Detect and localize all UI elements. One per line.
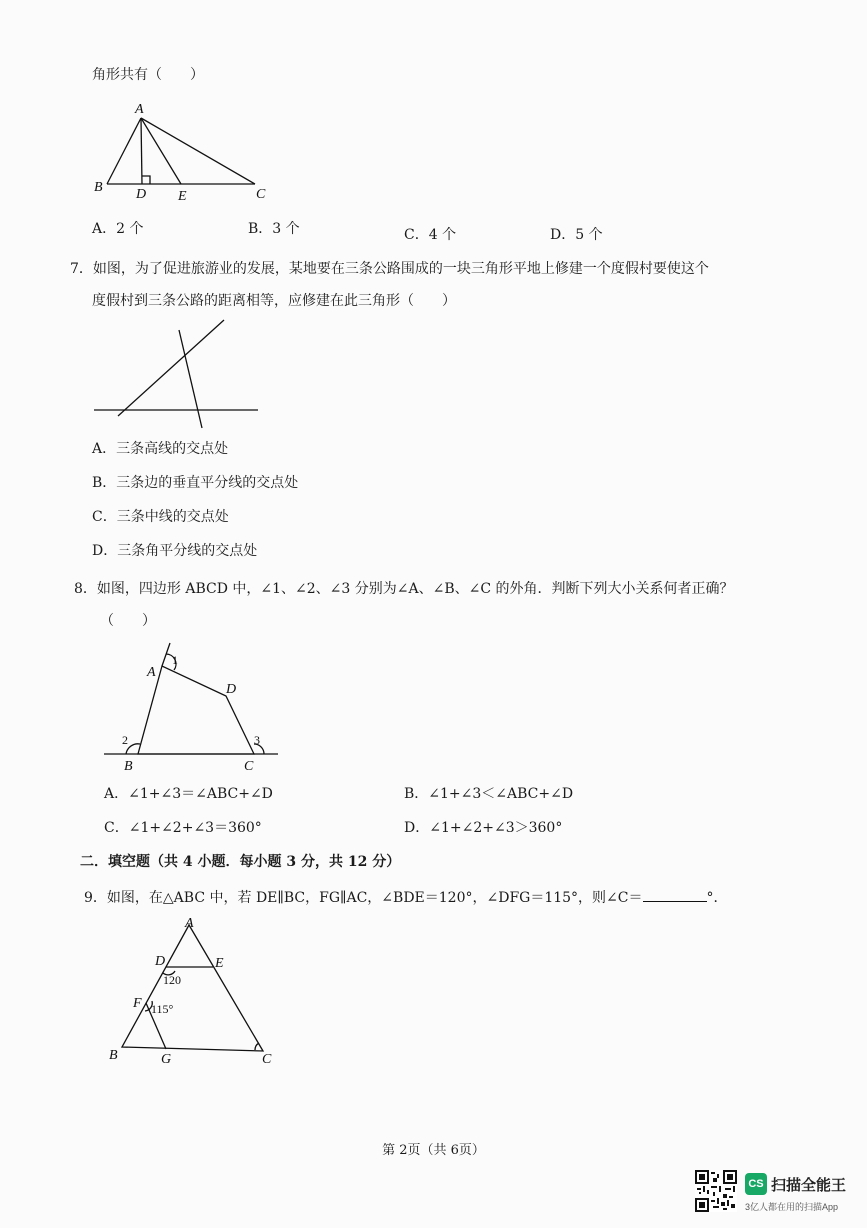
q8-option-b: B．∠1+∠3＜∠ABC+∠D [404, 786, 574, 802]
q9-angle-120: 120 [163, 973, 181, 987]
q9-stem-before: 9．如图，在△ABC 中，若 DE∥BC，FG∥AC，∠BDE＝120°，∠DFG＝115°，则∠C＝ [84, 890, 643, 906]
q8-stem-line1: 8．如图，四边形 ABCD 中，∠1、∠2、∠3 分别为∠A、∠B、∠C 的外角．判断下列大小关系何者正确？ [74, 581, 734, 597]
q7-option-a: A．三条高线的交点处 [92, 441, 229, 457]
q6-label-A: A [135, 102, 144, 117]
q6-triangle-figure [90, 100, 280, 205]
q8-option-d: D．∠1+∠2+∠3＞360° [404, 820, 563, 836]
q9-label-F: F [133, 996, 142, 1011]
q7-stem-line1: 7．如图，为了促进旅游业的发展，某地要在三条公路围成的一块三角形平地上修建一个度假村要使这个 [70, 261, 709, 277]
q9-label-G: G [161, 1052, 172, 1067]
q9-angle-115: 115° [151, 1002, 174, 1016]
q6-stem-tail: 角形共有（ ） [92, 67, 204, 83]
q9-label-A: A [185, 916, 194, 931]
q6-option-c: C．4 个 [404, 227, 457, 243]
q6-label-C: C [256, 187, 266, 202]
q9-stem-after: °． [706, 890, 728, 906]
q9-triangle-figure [105, 915, 290, 1070]
q6-label-B: B [94, 180, 103, 195]
q8-quadrilateral-figure [100, 640, 290, 776]
q8-option-c: C．∠1+∠2+∠3＝360° [104, 820, 262, 836]
q7-option-c: C．三条中线的交点处 [92, 509, 229, 525]
scanner-app-name: 扫描全能王 [771, 1177, 847, 1194]
q9-label-D: D [155, 954, 166, 969]
q7-stem-line2: 度假村到三条公路的距离相等，应修建在此三角形（ ） [92, 293, 456, 309]
q6-label-E: E [178, 189, 187, 204]
q9-answer-blank [643, 889, 707, 902]
q8-label-3: 3 [254, 733, 260, 747]
q6-option-d: D．5 个 [550, 227, 603, 243]
q7-option-d: D．三条角平分线的交点处 [92, 543, 258, 559]
q7-roads-figure [90, 318, 270, 430]
q8-label-1: 1 [172, 653, 178, 667]
q8-label-C: C [244, 759, 254, 774]
section-2-heading: 二．填空题（共 4 小题．每小题 3 分，共 12 分） [80, 854, 401, 870]
qr-code-icon [695, 1170, 737, 1212]
q8-stem-line2: （ ） [100, 613, 156, 629]
scanner-logo-icon: CS [745, 1173, 767, 1195]
q9-label-C: C [262, 1052, 272, 1067]
q6-option-b: B．3 个 [248, 221, 300, 237]
q9-label-E: E [215, 956, 224, 971]
q8-label-D: D [226, 682, 237, 697]
q9-stem [84, 889, 728, 907]
q7-option-b: B．三条边的垂直平分线的交点处 [92, 475, 299, 491]
q8-label-B: B [124, 759, 133, 774]
page-footer: 第 2页（共 6页） [382, 1143, 485, 1158]
q8-label-A: A [147, 665, 156, 680]
q6-option-a: A．2 个 [92, 221, 144, 237]
scanner-tagline: 3亿人都在用的扫描App [745, 1202, 839, 1212]
q8-label-2: 2 [122, 733, 128, 747]
q8-option-a: A．∠1+∠3＝∠ABC+∠D [104, 786, 273, 802]
q9-label-B: B [109, 1048, 118, 1063]
q6-label-D: D [136, 187, 147, 202]
